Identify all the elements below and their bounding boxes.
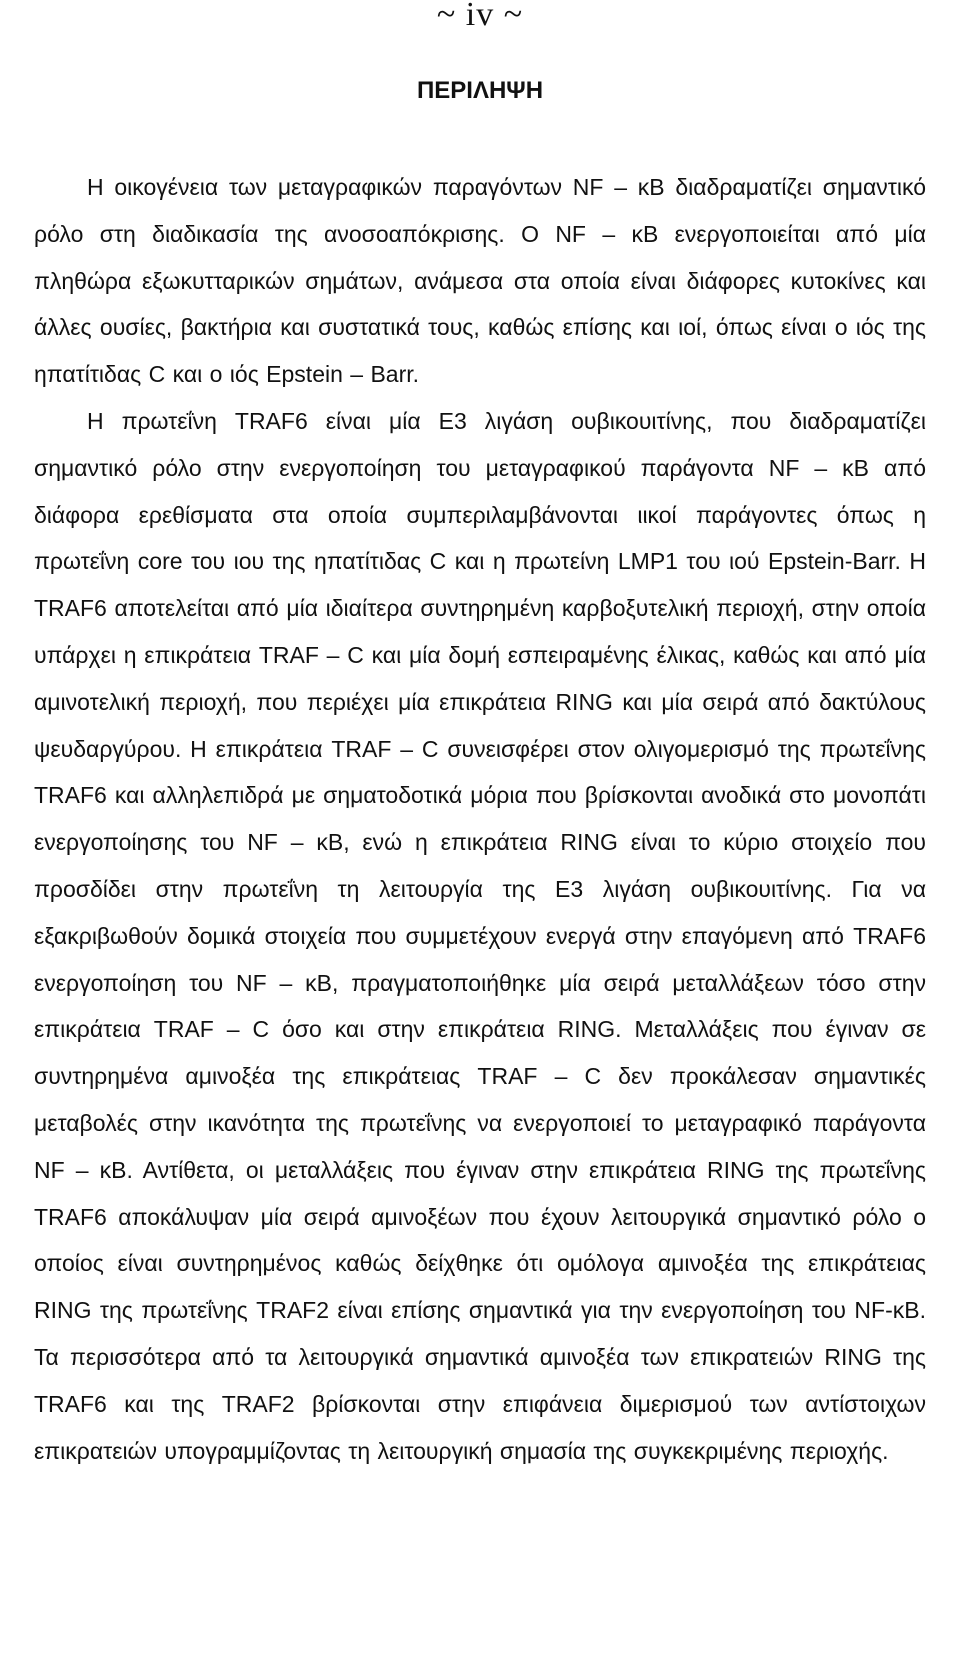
paragraph: Η πρωτεΐνη TRAF6 είναι μία Ε3 λιγάση ουβικουιτίνης, που διαδραματίζει σημαντικό ρόλο στην ενεργοποίηση του μεταγραφικού παράγοντα NF – κΒ από διάφορα ερεθίσματα στα οποία συμπεριλαμβάνονται ιικοί παράγοντες όπως η πρωτεΐνη core του ιου της ηπατίτιδας C και η πρωτείνη LMP1 του ιού Epstein-Barr. Η TRAF6 αποτελείται από μία ιδιαίτερα συντηρημένη καρβοξυτελική περιοχή, στην οποία υπάρχει η επικράτεια TRAF – C και μία δομή εσπειραμένης έλικας, καθώς και από μία αμινοτελική περιοχή, που περιέχει μία επικράτεια RING και μία σειρά από δακτύλους ψευδαργύρου. Η επικράτεια TRAF – C συνεισφέρει στον ολιγομερισμό της πρωτεΐνης TRAF6 και αλληλεπιδρά με σηματοδοτικά μόρια που βρίσκονται ανοδικά στο μονοπάτι ενεργοποίησης του NF – κΒ, ενώ η επικράτεια RING είναι το κύριο στοιχείο που προσδίδει στην πρωτεΐνη τη λειτουργία της Ε3 λιγάση ουβικουιτίνης. Για να εξακριβωθούν δομικά στοιχεία που συμμετέχουν ενεργά στην επαγόμενη από TRAF6 ενεργοποίηση του NF – κΒ, πραγματοποιήθηκε μία σειρά μεταλλάξεων τόσο στην επικράτεια TRAF – C όσο και στην επικράτεια RING. Μεταλλάξεις που έγιναν σε συντηρημένα αμινοξέα της επικράτειας TRAF – C δεν προκάλεσαν σημαντικές μεταβολές στην ικανότητα της πρωτεΐνης να ενεργοποιεί το μεταγραφικό παράγοντα NF – κΒ. Αντίθετα, οι μεταλλάξεις που έγιναν στην επικράτεια RING της πρωτεΐνης TRAF6 αποκάλυψαν μία σειρά αμινοξέων που έχουν λειτουργικά σημαντικό ρόλο ο οποίος είναι συντηρημένος καθώς δείχθηκε ότι ομόλογα αμινοξέα της επικράτειας RING της πρωτεΐνης TRAF2 είναι επίσης σημαντικά για την ενεργοποίηση του NF-κΒ. Τα περισσότερα από τα λειτουργικά σημαντικά αμινοξέα των επικρατειών RING της TRAF6 και της TRAF2 βρίσκονται στην επιφάνεια διμερισμού των αντίστοιχων επικρατειών υπογραμμίζοντας τη λειτουργική σημασία της συγκεκριμένης περιοχής. <box>34 407 926 1464</box>
abstract-body <box>34 164 926 1474</box>
page-title: ΠΕΡΙΛΗΨΗ <box>416 77 544 104</box>
paragraph: Η οικογένεια των μεταγραφικών παραγόντων NF – κΒ διαδραματίζει σημαντικό ρόλο στη διαδικασία της ανοσοαπόκρισης. Ο NF – κΒ ενεργοποιείται από μία πληθώρα εξωκυτταρικών σημάτων, ανάμεσα στα οποία είναι διάφορες κυτοκίνες και άλλες ουσίες, βακτήρια και συστατικά τους, καθώς επίσης και ιοί, όπως είναι ο ιός της ηπατίτιδας C και ο ιός Epstein – Barr. <box>34 174 926 388</box>
page-number: ~ iv ~ <box>436 0 524 33</box>
